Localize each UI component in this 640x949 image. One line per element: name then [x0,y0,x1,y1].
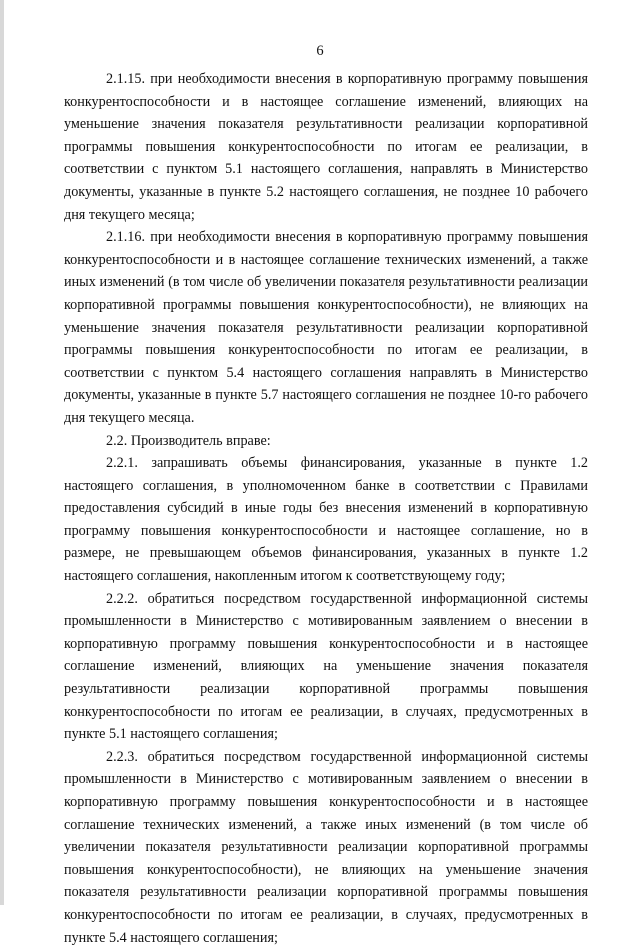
paragraph-2-2-2: 2.2.2. обратиться посредством государственной информационной системы промышленности в Министерство с мотивированным заявлением о внесении в корпоративную программу повышения конкурентоспособности и в настоящее соглашение изменений, влияющих на уменьшение значения показателя результативности реализации корпоративной программы повышения конкурентоспособности по итогам ее реализации, в случаях, предусмотренных в пункте 5.1 настоящего соглашения; [64,590,588,743]
paragraph-2-1-16: 2.1.16. при необходимости внесения в корпоративную программу повышения конкурентоспособности и в настоящее соглашение технических изменений, а также иных изменений (в том числе об увеличении показателя результативности реализации корпоративной программы повышения конкурентоспособности), не влияющих на уменьшение значения показателя результативности реализации корпоративной программы повышения конкурентоспособности по итогам ее реализации, в соответствии с пунктом 5.4 настоящего соглашения направлять в Министерство документы, указанные в пункте 5.7 настоящего соглашения не позднее 10-го рабочего дня текущего месяца. [64,229,588,426]
document-body [64,68,588,949]
paragraph-2-1-15: 2.1.15. при необходимости внесения в корпоративную программу повышения конкурентоспособности и в настоящее соглашение изменений, влияющих на уменьшение значения показателя результативности реализации корпоративной программы повышения конкурентоспособности по итогам ее реализации, в соответствии с пунктом 5.1 настоящего соглашения, направлять в Министерство документы, указанные в пункте 5.2 настоящего соглашения, не позднее 10 рабочего дня текущего месяца; [64,71,588,223]
page-number: 6 [316,43,324,59]
paragraph-2-2: 2.2. Производитель вправе: [106,432,271,449]
scan-edge [0,0,4,905]
paragraph-2-2-1: 2.2.1. запрашивать объемы финансирования, указанные в пункте 1.2 настоящего соглашения, в уполномоченном банке в соответствии с Правилами предоставления субсидий в иные годы без внесения изменений в корпоративную программу повышения конкурентоспособности и настоящее соглашение, но в размере, не превышающем объемов финансирования, указанных в пункте 1.2 настоящего соглашения, накопленным итогом к соответствующему году; [64,455,588,585]
paragraph-2-2-3: 2.2.3. обратиться посредством государственной информационной системы промышленности в Министерство с мотивированным заявлением о внесении в корпоративную программу повышения конкурентоспособности и в настоящее соглашение технических изменений, а также иных изменений (в том числе об увеличении показателя результативности реализации корпоративной программы повышения конкурентоспособности), не влияющих на уменьшение значения показателя результативности реализации корпоративной программы повышения конкурентоспособности по итогам ее реализации, в случаях, предусмотренных в пункте 5.4 настоящего соглашения; [64,748,588,946]
